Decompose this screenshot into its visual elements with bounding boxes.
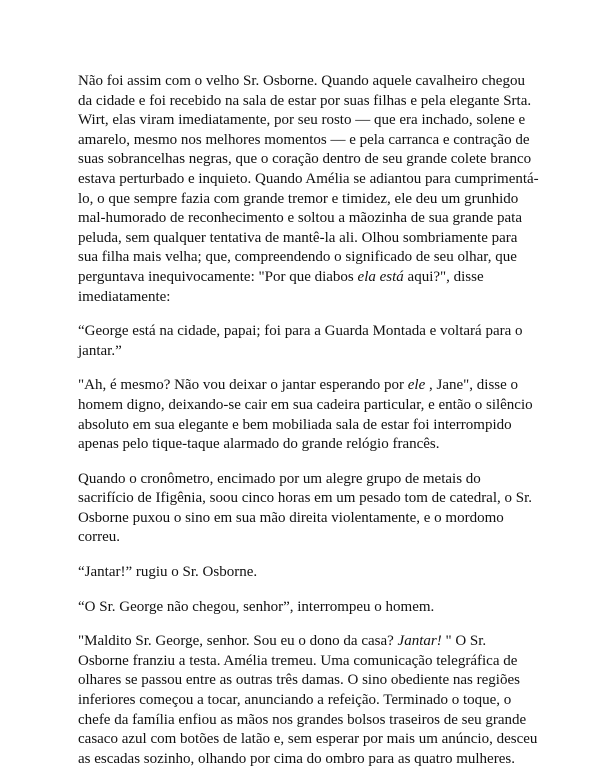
paragraph-osborne-arrival — [78, 72, 540, 307]
text-run: “O Sr. George não chegou, senhor”, interrompeu o homem. — [78, 598, 435, 615]
text-run: "Maldito Sr. George, senhor. Sou eu o dono da casa? — [78, 633, 398, 650]
paragraph-maldito-george — [78, 632, 540, 769]
paragraph-chronometer — [78, 470, 540, 548]
emphasis-text: ela está — [357, 268, 404, 285]
text-run: Quando o cronômetro, encimado por um alegre grupo de metais do sacrifício de Ifigênia, soou cinco horas em um pesado tom de catedral, o Sr. Osborne puxou o sino em sua mão direita violentamente, e o mordomo correu. — [78, 470, 533, 546]
text-run: Não foi assim com o velho Sr. Osborne. Quando aquele cavalheiro chegou da cidade e foi recebido na sala de estar por suas filhas e pela elegante Srta. Wirt, elas viram imediatamente, por seu rosto — que era inchado, solene e amarelo, mesmo nos melhores momentos — e pela carranca e contração de suas sobrancelhas negras, que o coração dentro de seu grande colete branco estava perturbado e inquieto. Quando Amélia se adiantou para cumprimentá-lo, o que sempre fazia com grande tremor e timidez, ele deu um grunhido mal-humorado de reconhecimento e soltou a mãozinha de sua grande pata peluda, sem qualquer tentativa de mantê-la ali. Olhou sombriamente para sua filha mais velha; que, compreendendo o significado de seu olhar, que perguntava inequivocamente: "Por que diabos — [78, 73, 539, 285]
paragraph-dinner-waiting — [78, 376, 540, 454]
text-run: "Ah, é mesmo? Não vou deixar o jantar esperando por — [78, 377, 408, 394]
paragraph-jantar-roar — [78, 563, 540, 583]
document-page — [78, 72, 540, 784]
emphasis-text: ele — [407, 377, 426, 394]
paragraph-george-in-town — [78, 322, 540, 361]
text-run: " O Sr. Osborne franziu a testa. Amélia tremeu. Uma comunicação telegráfica de olhares se passou entre as outras três damas. O sino obediente nas regiões inferiores começou a tocar, anunciando a refeição. Terminado o toque, o chefe da família enfiou as mãos nos grandes bolsos traseiros de seu grande casaco azul com botões de latão e, sem esperar por mais um anúncio, desceu as escadas sozinho, olhando por cima do ombro para as quatro mulheres. — [78, 633, 538, 767]
text-run: aqui?", disse imediatamente: — [78, 268, 484, 305]
text-run: “Jantar!” rugiu o Sr. Osborne. — [78, 564, 258, 581]
text-run: , Jane", disse o homem digno, deixando-se cair em sua cadeira particular, e então o silêncio absoluto em sua elegante e bem mobiliada sala de estar foi interrompido apenas pelo tique-taque alarmado do grande relógio francês. — [78, 377, 533, 453]
paragraph-george-not-arrived — [78, 598, 540, 618]
text-run: “George está na cidade, papai; foi para a Guarda Montada e voltará para o jantar.” — [78, 323, 523, 359]
emphasis-text: Jantar! — [397, 633, 442, 650]
